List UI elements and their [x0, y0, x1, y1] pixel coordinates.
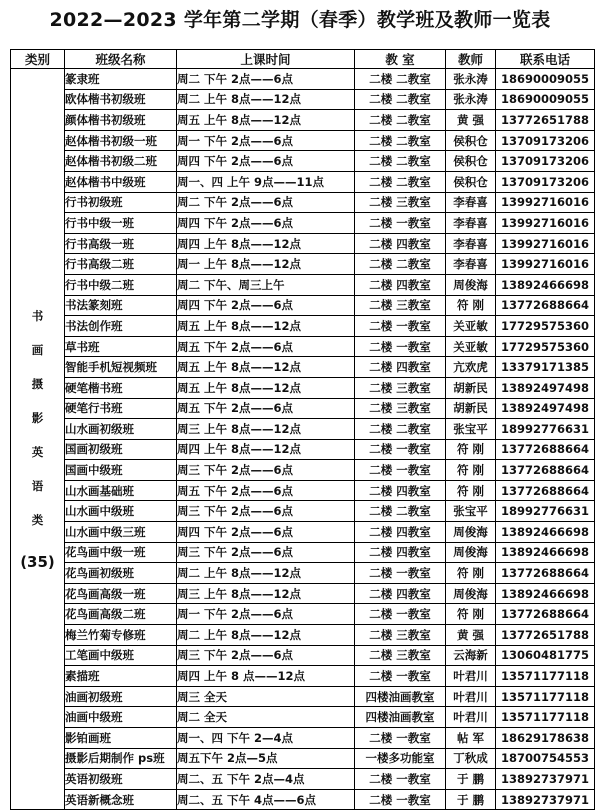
table-row — [11, 645, 595, 666]
table-row — [11, 110, 595, 131]
table-row — [11, 480, 595, 501]
table-row — [11, 748, 595, 769]
teacher-cell: 胡新民 — [446, 398, 496, 419]
time-cell: 周四 下午 2点——6点 — [177, 522, 355, 543]
class-name-cell: 山水画基础班 — [65, 480, 177, 501]
phone-cell: 13772688664 — [496, 604, 595, 625]
teacher-cell: 李春喜 — [446, 192, 496, 213]
class-name-cell: 颜体楷书初级班 — [65, 110, 177, 131]
room-cell: 二楼 四教室 — [355, 522, 446, 543]
time-cell: 周三 下午 2点——6点 — [177, 645, 355, 666]
room-cell: 二楼 二教室 — [355, 110, 446, 131]
time-cell: 周二 上午 8点——12点 — [177, 563, 355, 584]
phone-cell: 13892497498 — [496, 377, 595, 398]
phone-cell: 13892466698 — [496, 274, 595, 295]
teacher-cell: 李春喜 — [446, 213, 496, 234]
phone-cell: 13772688664 — [496, 563, 595, 584]
time-cell: 周五 下午 2点——6点 — [177, 336, 355, 357]
phone-cell: 13060481775 — [496, 645, 595, 666]
teacher-cell: 侯积仓 — [446, 130, 496, 151]
phone-cell: 17729575360 — [496, 316, 595, 337]
room-cell: 四楼油画教室 — [355, 686, 446, 707]
category-char: 书 — [31, 309, 44, 324]
table-row — [11, 377, 595, 398]
class-name-cell: 摄影后期制作 ps班 — [65, 748, 177, 769]
class-name-cell: 赵体楷书中级班 — [65, 171, 177, 192]
table-row — [11, 769, 595, 790]
time-cell: 周五 下午 2点——6点 — [177, 398, 355, 419]
room-cell: 二楼 一教室 — [355, 666, 446, 687]
class-name-cell: 花鸟画高级一班 — [65, 583, 177, 604]
room-cell: 二楼 一教室 — [355, 213, 446, 234]
phone-cell: 18700754553 — [496, 748, 595, 769]
room-cell: 二楼 一教室 — [355, 439, 446, 460]
time-cell: 周三 下午 2点——6点 — [177, 542, 355, 563]
teacher-cell: 符 刚 — [446, 604, 496, 625]
teacher-cell: 李春喜 — [446, 254, 496, 275]
teacher-cell: 符 刚 — [446, 480, 496, 501]
room-cell: 二楼 三教室 — [355, 192, 446, 213]
time-cell: 周五下午 2点—5点 — [177, 748, 355, 769]
time-cell: 周二 下午、周三上午 — [177, 274, 355, 295]
room-cell: 二楼 二教室 — [355, 419, 446, 440]
time-cell: 周四 下午 2点——6点 — [177, 151, 355, 172]
room-cell: 二楼 二教室 — [355, 89, 446, 110]
class-name-cell: 篆隶班 — [65, 69, 177, 90]
class-name-cell: 赵体楷书初级二班 — [65, 151, 177, 172]
table-row — [11, 89, 595, 110]
teacher-cell: 李春喜 — [446, 233, 496, 254]
table-row — [11, 398, 595, 419]
teacher-cell: 丁秋成 — [446, 748, 496, 769]
time-cell: 周二 上午 8点——12点 — [177, 89, 355, 110]
teacher-cell: 周俊海 — [446, 542, 496, 563]
phone-cell: 18992776631 — [496, 501, 595, 522]
room-cell: 二楼 四教室 — [355, 583, 446, 604]
table-row — [11, 501, 595, 522]
room-cell: 一楼多功能室 — [355, 748, 446, 769]
phone-cell: 13772688664 — [496, 295, 595, 316]
time-cell: 周二、五 下午 2点—4点 — [177, 769, 355, 790]
table-row — [11, 233, 595, 254]
phone-cell: 13772688664 — [496, 439, 595, 460]
class-name-cell: 行书初级班 — [65, 192, 177, 213]
time-cell: 周一 上午 8点——12点 — [177, 254, 355, 275]
table-row — [11, 151, 595, 172]
phone-cell: 13892466698 — [496, 583, 595, 604]
class-name-cell: 素描班 — [65, 666, 177, 687]
room-cell: 二楼 一教室 — [355, 563, 446, 584]
phone-cell: 13772651788 — [496, 625, 595, 646]
table-row — [11, 563, 595, 584]
class-name-cell: 花鸟画高级二班 — [65, 604, 177, 625]
teacher-cell: 黄 强 — [446, 110, 496, 131]
category-char: 画 — [31, 343, 44, 358]
teacher-cell: 于 鹏 — [446, 789, 496, 810]
room-cell: 二楼 一教室 — [355, 316, 446, 337]
room-cell: 二楼 一教室 — [355, 460, 446, 481]
column-header-phone: 联系电话 — [496, 50, 595, 69]
time-cell: 周一 下午 2点——6点 — [177, 604, 355, 625]
time-cell: 周四 上午 8 点——12点 — [177, 666, 355, 687]
phone-cell: 13892466698 — [496, 522, 595, 543]
room-cell: 二楼 一教室 — [355, 789, 446, 810]
phone-cell: 13709173206 — [496, 130, 595, 151]
phone-cell: 13379171385 — [496, 357, 595, 378]
teacher-cell: 亢欢虎 — [446, 357, 496, 378]
time-cell: 周三 全天 — [177, 686, 355, 707]
time-cell: 周五 上午 8点——12点 — [177, 377, 355, 398]
teacher-cell: 张永涛 — [446, 69, 496, 90]
category-char: 影 — [31, 411, 44, 426]
teacher-cell: 符 刚 — [446, 460, 496, 481]
class-name-cell: 赵体楷书初级一班 — [65, 130, 177, 151]
table-row — [11, 707, 595, 728]
teacher-cell: 张宝平 — [446, 419, 496, 440]
class-name-cell: 行书中级一班 — [65, 213, 177, 234]
class-name-cell: 硬笔行书班 — [65, 398, 177, 419]
time-cell: 周四 上午 8点——12点 — [177, 439, 355, 460]
table-row — [11, 254, 595, 275]
class-name-cell: 山水画初级班 — [65, 419, 177, 440]
class-name-cell: 山水画中级三班 — [65, 522, 177, 543]
class-name-cell: 硬笔楷书班 — [65, 377, 177, 398]
category-count: (35) — [20, 553, 55, 572]
class-name-cell: 欧体楷书初级班 — [65, 89, 177, 110]
category-cell — [11, 69, 65, 810]
class-name-cell: 花鸟画初级班 — [65, 563, 177, 584]
table-row — [11, 686, 595, 707]
room-cell: 二楼 四教室 — [355, 542, 446, 563]
phone-cell: 13892737971 — [496, 769, 595, 790]
table-row — [11, 460, 595, 481]
teacher-cell: 黄 强 — [446, 625, 496, 646]
phone-cell: 18629178638 — [496, 728, 595, 749]
room-cell: 二楼 二教室 — [355, 130, 446, 151]
time-cell: 周一、四 上午 9点——11点 — [177, 171, 355, 192]
class-name-cell: 国画初级班 — [65, 439, 177, 460]
class-name-cell: 智能手机短视频班 — [65, 357, 177, 378]
table-row — [11, 130, 595, 151]
table-body — [11, 69, 595, 810]
teacher-cell: 叶君川 — [446, 666, 496, 687]
time-cell: 周四 上午 8点——12点 — [177, 233, 355, 254]
class-name-cell: 国画中级班 — [65, 460, 177, 481]
class-name-cell: 书法创作班 — [65, 316, 177, 337]
teacher-cell: 周俊海 — [446, 274, 496, 295]
teacher-cell: 帖 军 — [446, 728, 496, 749]
room-cell: 二楼 四教室 — [355, 480, 446, 501]
category-char: 摄 — [31, 377, 44, 392]
schedule-table — [10, 49, 595, 810]
table-row — [11, 295, 595, 316]
class-name-cell: 山水画中级班 — [65, 501, 177, 522]
table-row — [11, 419, 595, 440]
table-row — [11, 728, 595, 749]
class-name-cell: 行书高级二班 — [65, 254, 177, 275]
phone-cell: 13571177118 — [496, 686, 595, 707]
category-char: 类 — [31, 513, 44, 528]
room-cell: 二楼 四教室 — [355, 357, 446, 378]
phone-cell: 13992716016 — [496, 213, 595, 234]
table-row — [11, 192, 595, 213]
teacher-cell: 关亚敏 — [446, 316, 496, 337]
teacher-cell: 周俊海 — [446, 522, 496, 543]
class-name-cell: 行书高级一班 — [65, 233, 177, 254]
time-cell: 周五 上午 8点——12点 — [177, 110, 355, 131]
room-cell: 二楼 一教室 — [355, 604, 446, 625]
table-row — [11, 316, 595, 337]
category-char: 英 — [31, 445, 44, 460]
teacher-cell: 符 刚 — [446, 563, 496, 584]
time-cell: 周四 下午 2点——6点 — [177, 295, 355, 316]
time-cell: 周一 下午 2点——6点 — [177, 130, 355, 151]
phone-cell: 13709173206 — [496, 151, 595, 172]
room-cell: 二楼 三教室 — [355, 625, 446, 646]
room-cell: 二楼 三教室 — [355, 645, 446, 666]
class-name-cell: 花鸟画中级一班 — [65, 542, 177, 563]
table-row — [11, 542, 595, 563]
phone-cell: 13992716016 — [496, 254, 595, 275]
room-cell: 二楼 二教室 — [355, 69, 446, 90]
teacher-cell: 张永涛 — [446, 89, 496, 110]
room-cell: 二楼 三教室 — [355, 295, 446, 316]
class-name-cell: 草书班 — [65, 336, 177, 357]
table-row — [11, 357, 595, 378]
page-title: 2022—2023 学年第二学期（春季）教学班及教师一览表 — [49, 9, 551, 31]
table-header-row — [11, 50, 595, 69]
time-cell: 周三 上午 8点——12点 — [177, 419, 355, 440]
time-cell: 周三 下午 2点——6点 — [177, 501, 355, 522]
category-char: 语 — [31, 479, 44, 494]
table-row — [11, 336, 595, 357]
table-row — [11, 666, 595, 687]
room-cell: 二楼 一教室 — [355, 336, 446, 357]
class-name-cell: 梅兰竹菊专修班 — [65, 625, 177, 646]
time-cell: 周一、四 下午 2—4点 — [177, 728, 355, 749]
table-row — [11, 69, 595, 90]
column-header-teacher: 教师 — [446, 50, 496, 69]
room-cell: 二楼 三教室 — [355, 398, 446, 419]
class-name-cell: 英语新概念班 — [65, 789, 177, 810]
table-row — [11, 274, 595, 295]
phone-cell: 13571177118 — [496, 707, 595, 728]
teacher-cell: 张宝平 — [446, 501, 496, 522]
column-header-time: 上课时间 — [177, 50, 355, 69]
column-header-category: 类别 — [11, 50, 65, 69]
room-cell: 二楼 二教室 — [355, 501, 446, 522]
phone-cell: 18992776631 — [496, 419, 595, 440]
time-cell: 周二 上午 8点——12点 — [177, 625, 355, 646]
table-row — [11, 604, 595, 625]
class-name-cell: 工笔画中级班 — [65, 645, 177, 666]
time-cell: 周三 上午 8点——12点 — [177, 583, 355, 604]
phone-cell: 13772651788 — [496, 110, 595, 131]
teacher-cell: 叶君川 — [446, 686, 496, 707]
time-cell: 周三 下午 2点——6点 — [177, 460, 355, 481]
time-cell: 周二 下午 2点——6点 — [177, 69, 355, 90]
class-name-cell: 书法篆刻班 — [65, 295, 177, 316]
phone-cell: 13772688664 — [496, 480, 595, 501]
teacher-cell: 于 鹏 — [446, 769, 496, 790]
teacher-cell: 周俊海 — [446, 583, 496, 604]
table-row — [11, 625, 595, 646]
phone-cell: 13892497498 — [496, 398, 595, 419]
phone-cell: 13571177118 — [496, 666, 595, 687]
room-cell: 二楼 二教室 — [355, 151, 446, 172]
teacher-cell: 胡新民 — [446, 377, 496, 398]
time-cell: 周四 下午 2点——6点 — [177, 213, 355, 234]
teacher-cell: 侯积仓 — [446, 171, 496, 192]
phone-cell: 13892466698 — [496, 542, 595, 563]
room-cell: 二楼 四教室 — [355, 274, 446, 295]
class-name-cell: 油画中级班 — [65, 707, 177, 728]
room-cell: 二楼 一教室 — [355, 728, 446, 749]
room-cell: 二楼 一教室 — [355, 769, 446, 790]
teacher-cell: 符 刚 — [446, 439, 496, 460]
table-row — [11, 171, 595, 192]
class-name-cell: 油画初级班 — [65, 686, 177, 707]
teacher-cell: 关亚敏 — [446, 336, 496, 357]
teacher-cell: 侯积仓 — [446, 151, 496, 172]
table-row — [11, 522, 595, 543]
class-name-cell: 英语初级班 — [65, 769, 177, 790]
room-cell: 四楼油画教室 — [355, 707, 446, 728]
room-cell: 二楼 二教室 — [355, 171, 446, 192]
phone-cell: 13992716016 — [496, 233, 595, 254]
table-row — [11, 213, 595, 234]
phone-cell: 13709173206 — [496, 171, 595, 192]
time-cell: 周五 下午 2点——6点 — [177, 480, 355, 501]
teacher-cell: 云海新 — [446, 645, 496, 666]
column-header-class-name: 班级名称 — [65, 50, 177, 69]
time-cell: 周二、五 下午 4点——6点 — [177, 789, 355, 810]
time-cell: 周二 下午 2点——6点 — [177, 192, 355, 213]
column-header-room: 教 室 — [355, 50, 446, 69]
table-row — [11, 583, 595, 604]
class-name-cell: 影铂画班 — [65, 728, 177, 749]
phone-cell: 13772688664 — [496, 460, 595, 481]
room-cell: 二楼 四教室 — [355, 233, 446, 254]
time-cell: 周二 全天 — [177, 707, 355, 728]
teacher-cell: 符 刚 — [446, 295, 496, 316]
phone-cell: 13992716016 — [496, 192, 595, 213]
time-cell: 周五 上午 8点——12点 — [177, 357, 355, 378]
room-cell: 二楼 三教室 — [355, 377, 446, 398]
phone-cell: 17729575360 — [496, 336, 595, 357]
teacher-cell: 叶君川 — [446, 707, 496, 728]
class-name-cell: 行书中级二班 — [65, 274, 177, 295]
time-cell: 周五 上午 8点——12点 — [177, 316, 355, 337]
phone-cell: 18690009055 — [496, 69, 595, 90]
table-row — [11, 439, 595, 460]
room-cell: 二楼 二教室 — [355, 254, 446, 275]
phone-cell: 18690009055 — [496, 89, 595, 110]
phone-cell: 13892737971 — [496, 789, 595, 810]
